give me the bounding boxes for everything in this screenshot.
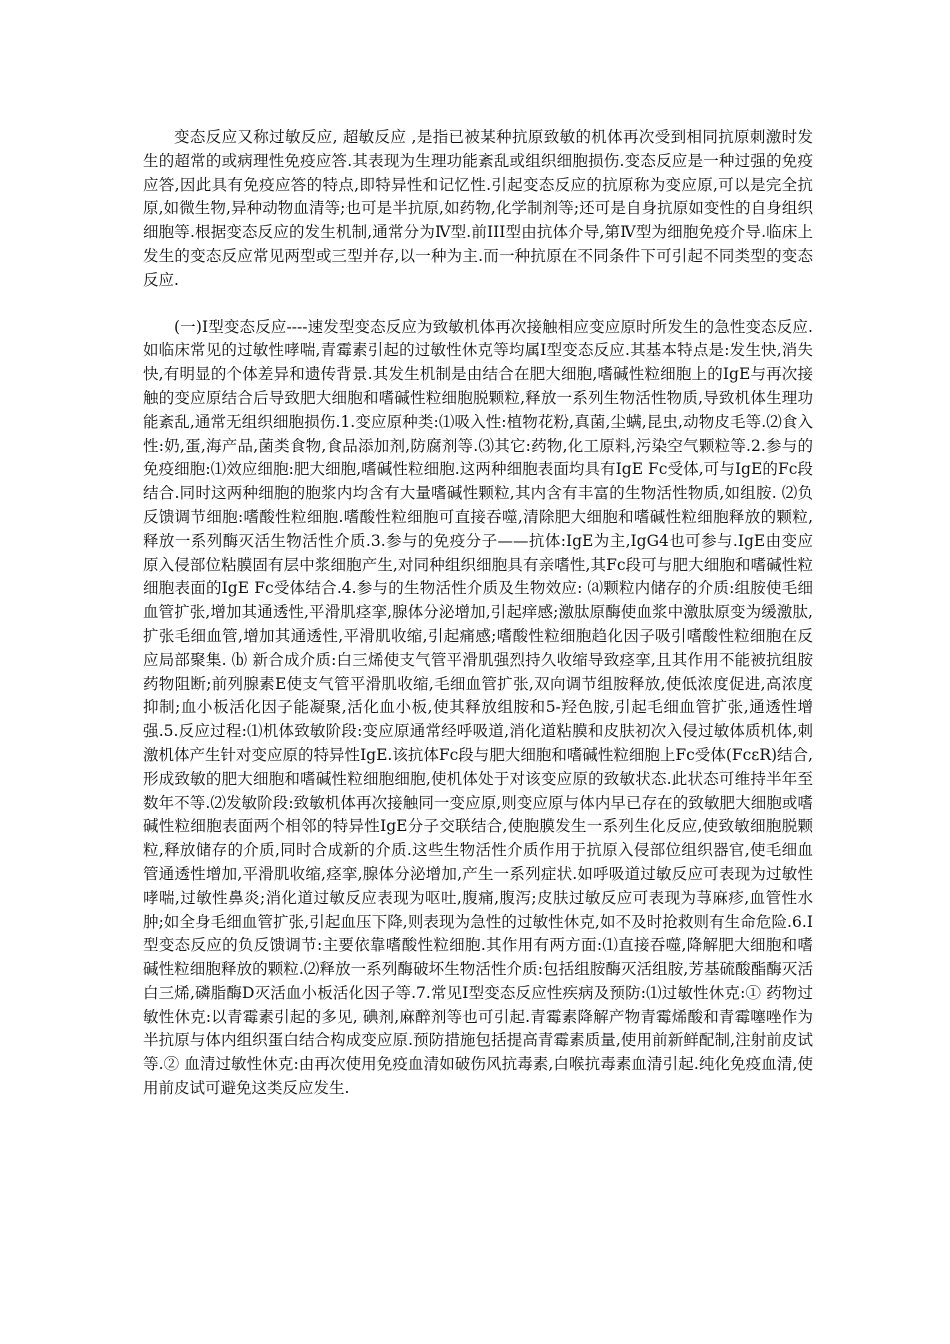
document-body [143,126,813,1101]
paragraph-intro: 变态反应又称过敏反应, 超敏反应 ,是指已被某种抗原致敏的机体再次受到相同抗原刺激时发生的超常的或病理性免疫应答.其表现为生理功能紊乱或组织细胞损伤.变态反应是一种过强的免疫应答,因此具有免疫应答的特点,即特异性和记忆性.引起变态反应的抗原称为变应原,可以是完全抗原,如微生物,异种动物血清等;也可是半抗原,如药物,化学制剂等;还可是自身抗原如变性的自身组织细胞等.根据变态反应的发生机制,通常分为Ⅳ型.前III型由抗体介导,第Ⅳ型为细胞免疫介导.临床上发生的变态反应常见两型或三型并存,以一种为主.而一种抗原在不同条件下可引起不同类型的变态反应. [143,128,813,289]
paragraph-type-one-hypersensitivity: (一)Ⅰ型变态反应----速发型变态反应为致敏机体再次接触相应变应原时所发生的急性变态反应.如临床常见的过敏性哮喘,青霉素引起的过敏性休克等均属Ⅰ型变态反应.其基本特点是:发生快,消失快,有明显的个体差异和遗传背景.其发生机制是由结合在肥大细胞,嗜碱性粒细胞上的IgE与再次接触的变应原结合后导致肥大细胞和嗜碱性粒细胞脱颗粒,释放一系列生物活性物质,导致机体生理功能紊乱,通常无组织细胞损伤.1.变应原种类:⑴吸入性:植物花粉,真菌,尘螨,昆虫,动物皮毛等.⑵食入性:奶,蛋,海产品,菌类食物,食品添加剂,防腐剂等.⑶其它:药物,化工原料,污染空气颗粒等.2.参与的免疫细胞:⑴效应细胞:肥大细胞,嗜碱性粒细胞.这两种细胞表面均具有IgE Fc受体,可与IgE的Fc段结合.同时这两种细胞的胞浆内均含有大量嗜碱性颗粒,其内含有丰富的生物活性物质,如组胺. ⑵负反馈调节细胞:嗜酸性粒细胞.嗜酸性粒细胞可直接吞噬,清除肥大细胞和嗜碱性粒细胞释放的颗粒,释放一系列酶灭活生物活性介质.3.参与的免疫分子——抗体:IgE为主,IgG4也可参与.IgE由变应原入侵部位粘膜固有层中浆细胞产生,对同种组织细胞具有亲嗜性,其Fc段可与肥大细胞和嗜碱性粒细胞表面的IgE Fc受体结合.4.参与的生物活性介质及生物效应: ⒜颗粒内储存的介质:组胺使毛细血管扩张,增加其通透性,平滑肌痉挛,腺体分泌增加,引起痒感;激肽原酶使血浆中激肽原变为缓激肽,扩张毛细血管,增加其通透性,平滑肌收缩,引起痛感;嗜酸性粒细胞趋化因子吸引嗜酸性粒细胞在反应局部聚集. ⒝ 新合成介质:白三烯使支气管平滑肌强烈持久收缩导致痉挛,且其作用不能被抗组胺药物阻断;前列腺素E使支气管平滑肌收缩,毛细血管扩张,双向调节组胺释放,使低浓度促进,高浓度抑制;血小板活化因子能凝聚,活化血小板,使其释放组胺和5-羟色胺,引起毛细血管扩张,通透性增强.5.反应过程:⑴机体致敏阶段:变应原通常经呼吸道,消化道粘膜和皮肤初次入侵过敏体质机体,刺激机体产生针对变应原的特异性IgE.该抗体Fc段与肥大细胞和嗜碱性粒细胞上Fc受体(FcεR)结合,形成致敏的肥大细胞和嗜碱性粒细胞细胞,使机体处于对该变应原的致敏状态.此状态可维持半年至数年不等.⑵发敏阶段:致敏机体再次接触同一变应原,则变应原与体内早已存在的致敏肥大细胞或嗜碱性粒细胞表面两个相邻的特异性IgE分子交联结合,使胞膜发生一系列生化反应,使致敏细胞脱颗粒,释放储存的介质,同时合成新的介质.这些生物活性介质作用于抗原入侵部位组织器官,使毛细血管通透性增加,平滑肌收缩,痉挛,腺体分泌增加,产生一系列症状.如呼吸道过敏反应可表现为过敏性哮喘,过敏性鼻炎;消化道过敏反应表现为呕吐,腹痛,腹泻;皮肤过敏反应可表现为荨麻疹,血管性水肿;如全身毛细血管扩张,引起血压下降,则表现为急性的过敏性休克,如不及时抢救则有生命危险.6.Ⅰ型变态反应的负反馈调节:主要依靠嗜酸性粒细胞.其作用有两方面:⑴直接吞噬,降解肥大细胞和嗜碱性粒细胞释放的颗粒.⑵释放一系列酶破坏生物活性介质:包括组胺酶灭活组胺,芳基硫酸酯酶灭活白三烯,磷脂酶D灭活血小板活化因子等.7.常见Ⅰ型变态反应性疾病及预防:⑴过敏性休克:① 药物过敏性休克:以青霉素引起的多见, 碘剂,麻醉剂等也可引起.青霉素降解产物青霉烯酸和青霉噻唑作为半抗原与体内组织蛋白结合构成变应原.预防措施包括提高青霉素质量,使用前新鲜配制,注射前皮试等.② 血清过敏性休克:由再次使用免疫血清如破伤风抗毒素,白喉抗毒素血清引起.纯化免疫血清,使用前皮试可避免这类反应发生. [143,317,813,1098]
